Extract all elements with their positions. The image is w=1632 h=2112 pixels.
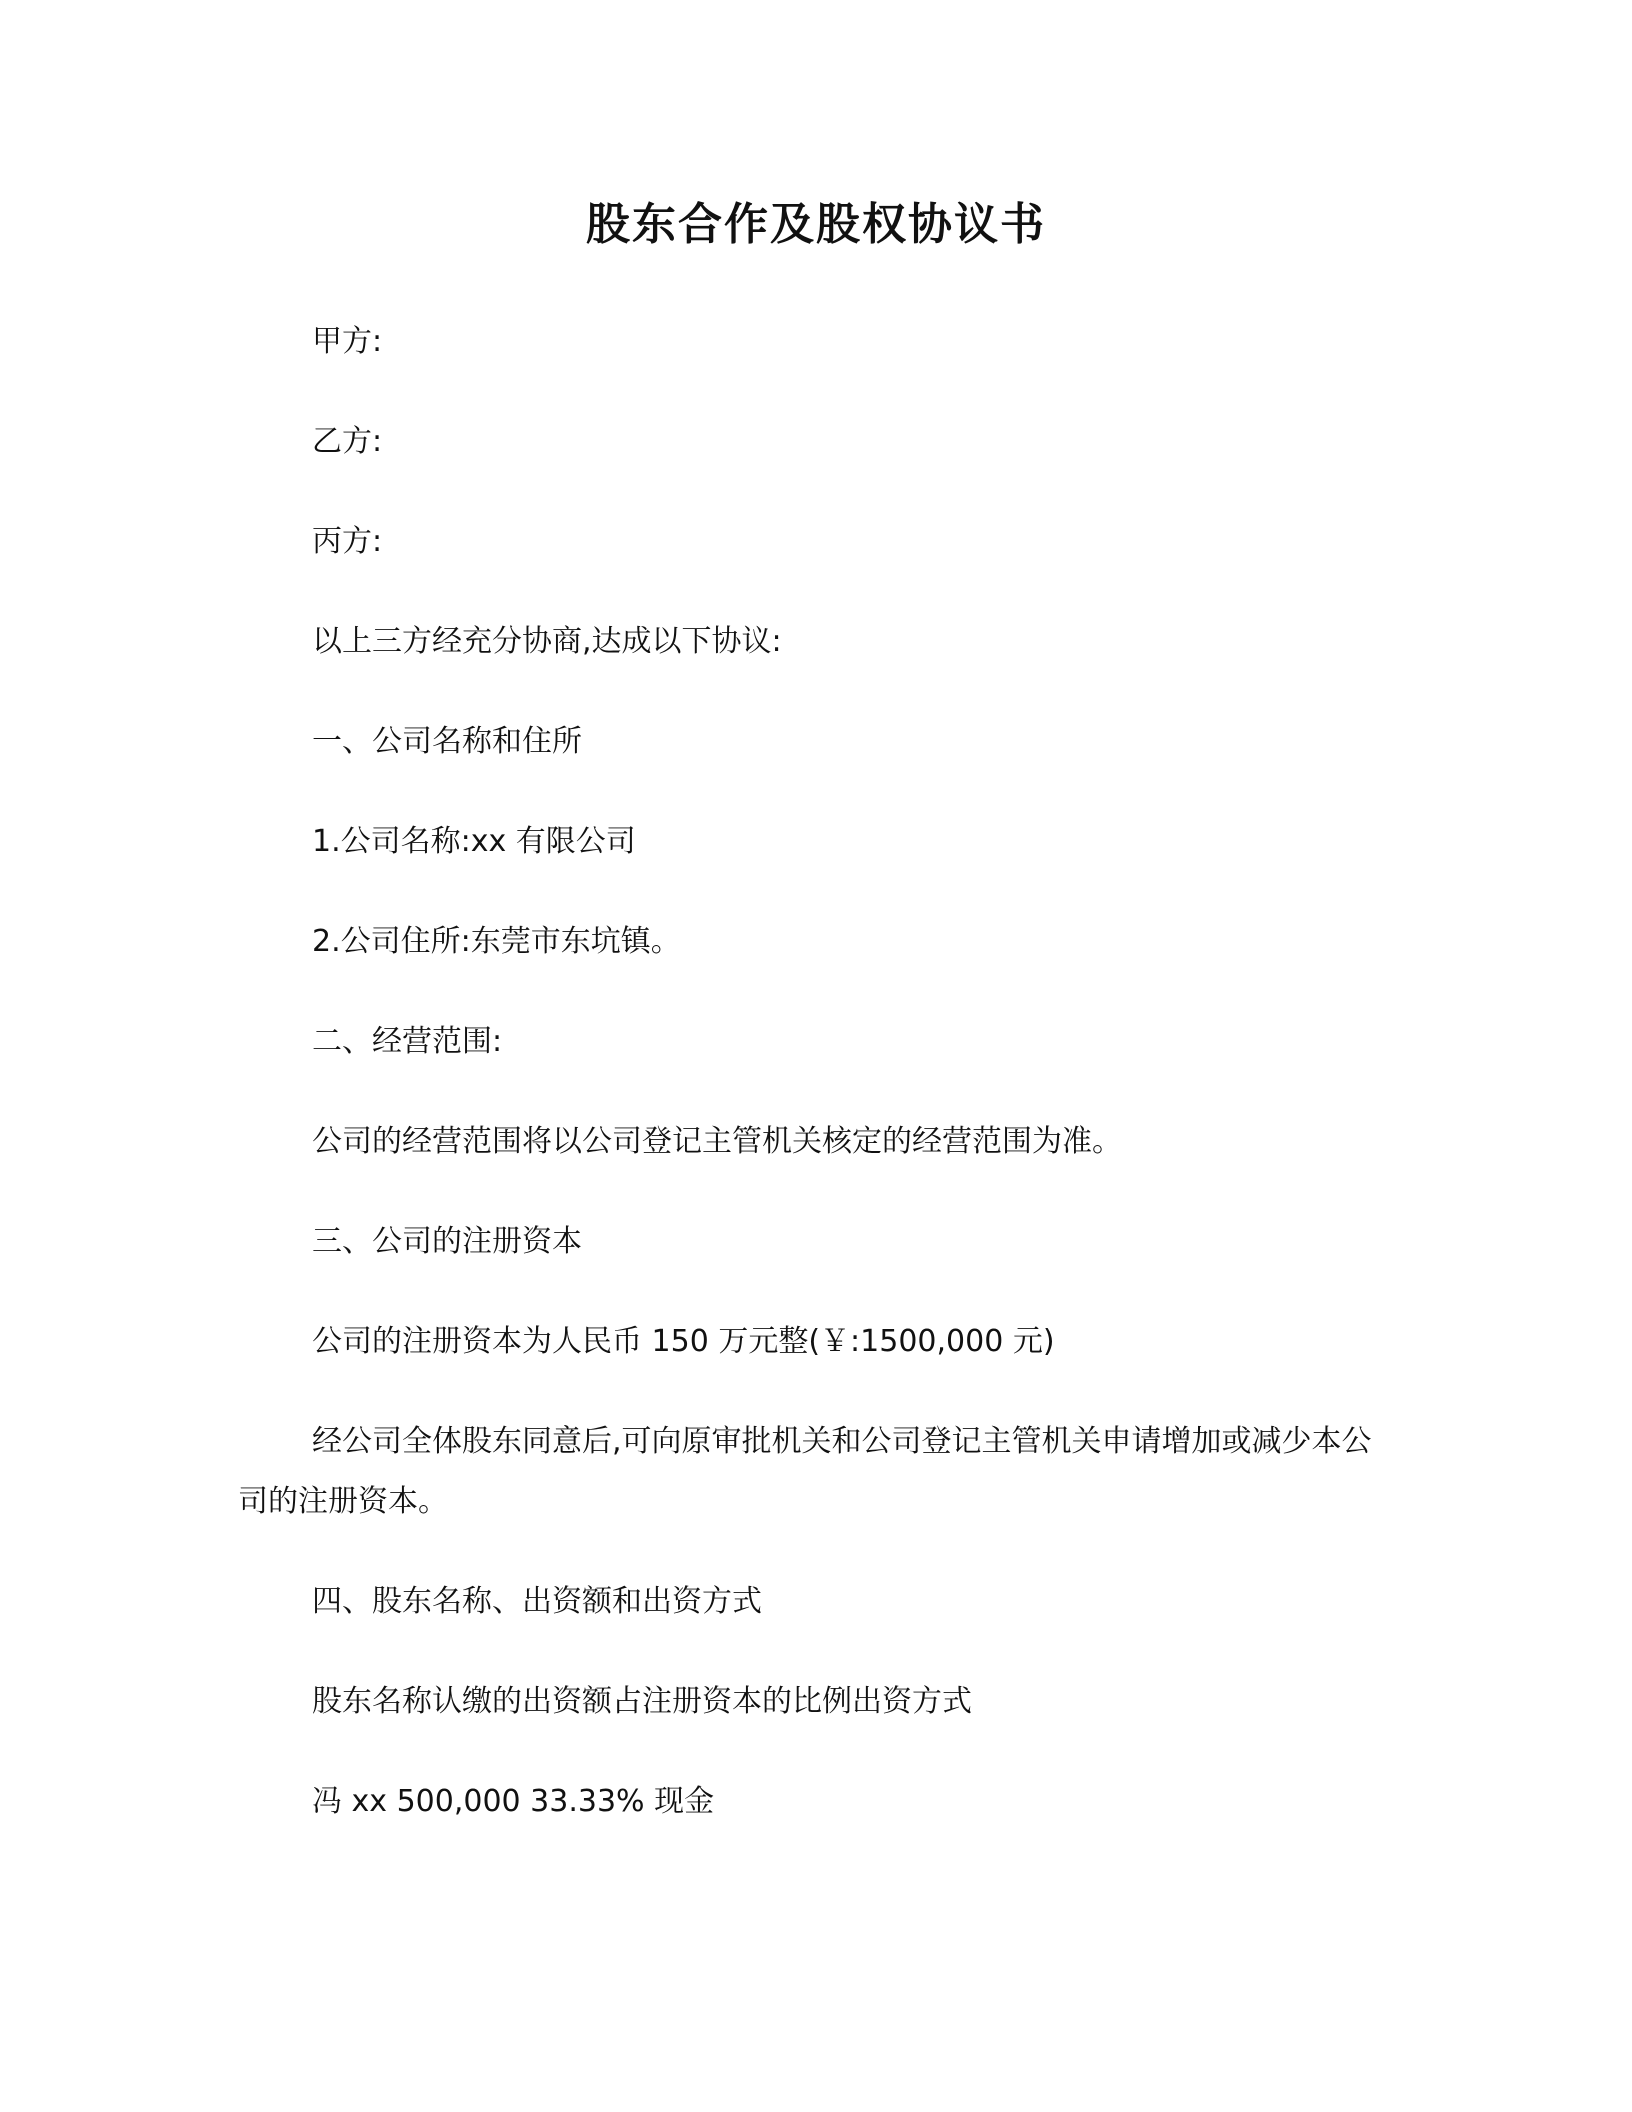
section-3-heading: 三、公司的注册资本 [312, 1224, 582, 1259]
party-a-line: 甲方: [312, 324, 383, 359]
shareholder-row: 冯 xx 500,000 33.33% 现金 [312, 1784, 715, 1819]
intro-paragraph: 以上三方经充分协商,达成以下协议: [312, 624, 782, 659]
company-address-line: 2.公司住所:东莞市东坑镇。 [312, 924, 681, 959]
company-name-line: 1.公司名称:xx 有限公司 [312, 824, 636, 859]
capital-change-paragraph: 经公司全体股东同意后,可向原审批机关和公司登记主管机关申请增加或减少本公司的注册资本。 [238, 1424, 1372, 1519]
party-c-line: 丙方: [312, 524, 383, 559]
section-2-heading: 二、经营范围: [312, 1024, 503, 1059]
business-scope-paragraph: 公司的经营范围将以公司登记主管机关核定的经营范围为准。 [312, 1124, 1122, 1159]
section-1-heading: 一、公司名称和住所 [312, 724, 582, 759]
registered-capital-paragraph: 公司的注册资本为人民币 150 万元整(￥:1500,000 元) [312, 1324, 1055, 1359]
party-b-line: 乙方: [312, 424, 383, 459]
document-title: 股东合作及股权协议书 [586, 199, 1046, 250]
shareholder-table-header: 股东名称认缴的出资额占注册资本的比例出资方式 [312, 1684, 972, 1719]
section-4-heading: 四、股东名称、出资额和出资方式 [312, 1584, 762, 1619]
